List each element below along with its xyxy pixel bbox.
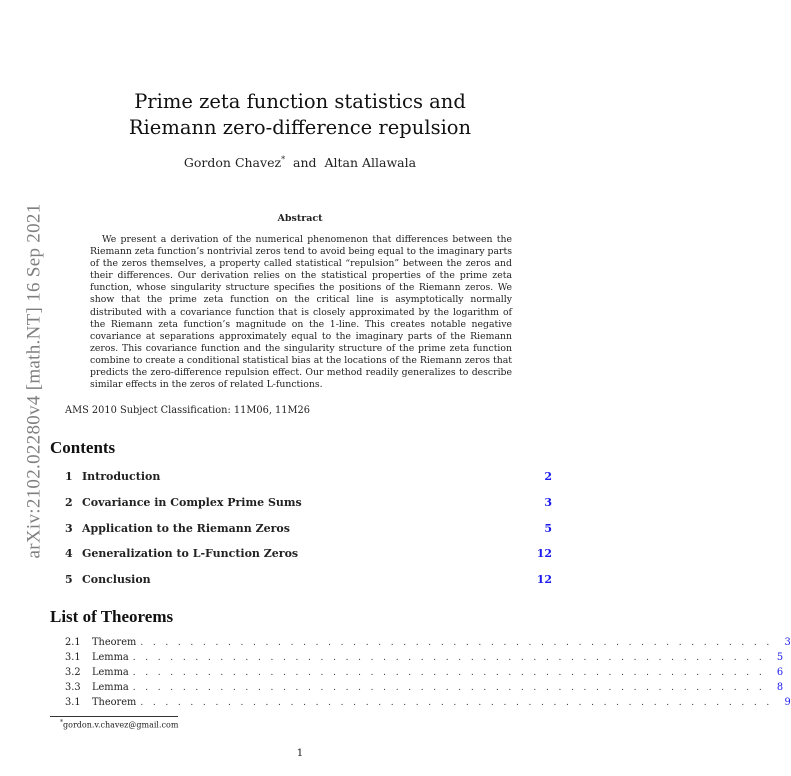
contents-heading: Contents — [50, 438, 116, 457]
paper-title — [0, 89, 600, 141]
footnote-email[interactable]: gordon.v.chavez@gmail.com — [63, 720, 179, 730]
toc-title: Generalization to L-Function Zeros — [82, 547, 299, 560]
toc-number: 3 — [65, 522, 73, 535]
abstract-text: We present a derivation of the numerical phenomenon that differences between the Riemann zeta function’s nontrivial zeros tend to avoid being equal to the imaginary parts of the zeros themselves, a property called statistical “repulsion” between the zeros and their differences. Our derivation relies on the statistical properties of the prime zeta function, whose singularity structure specifies the positions of the Riemann zeros. We show that the prime zeta function on the critical line is asymptotically normally distributed with a covariance function that is closely approximated by the logarithm of the Riemann zeta function’s magnitude on the 1-line. This creates notable negative covariance at separations approximately equal to the imaginary parts of the Riemann zeros. This covariance function and the singularity structure of the prime zeta function combine to create a conditional statistical bias at the locations of the Riemann zeros that predicts the zero-difference repulsion effect. Our method readily generalizes to describe similar effects in the zeros of related L-functions. — [90, 234, 512, 391]
leader-dots: . . . . . . . . . . . . . . . . . . . . . . . . . . . . . . . . . . . . . . . . . . . . . . . . . . . — [132, 683, 766, 693]
toc-entry[interactable] — [65, 522, 552, 535]
theorem-entry[interactable] — [65, 636, 791, 650]
theorem-label: Lemma — [92, 682, 129, 693]
theorem-page-link[interactable]: 9 — [784, 697, 791, 708]
theorem-entry[interactable] — [65, 666, 784, 680]
leader-dots: . . . . . . . . . . . . . . . . . . . . . . . . . . . . . . . . . . . . . . . . . . . . . . . . . . . — [132, 668, 766, 678]
authors — [0, 155, 600, 170]
toc-page-link[interactable]: 12 — [536, 573, 552, 586]
author-conjunction: and — [293, 155, 317, 171]
list-of-theorems-heading: List of Theorems — [50, 607, 174, 626]
abstract-heading: Abstract — [277, 213, 323, 224]
theorem-number: 3.1 — [65, 652, 81, 663]
toc-number: 4 — [65, 547, 73, 560]
toc-page-link[interactable]: 5 — [544, 522, 552, 535]
author-1: Gordon Chavez — [183, 155, 282, 171]
toc-page-link[interactable]: 3 — [544, 496, 552, 509]
toc-title: Introduction — [82, 470, 161, 483]
theorem-label: Theorem — [92, 697, 137, 708]
toc-title: Application to the Riemann Zeros — [82, 522, 290, 535]
toc-entry[interactable] — [65, 573, 552, 586]
theorem-number: 2.1 — [65, 637, 81, 648]
theorem-page-link[interactable]: 6 — [776, 667, 784, 678]
toc-entry[interactable] — [65, 547, 552, 560]
leader-dots: . . . . . . . . . . . . . . . . . . . . . . . . . . . . . . . . . . . . . . . . . . . . . . . . . . . — [132, 653, 766, 663]
footnote-rule — [50, 716, 178, 717]
theorem-number: 3.1 — [65, 697, 81, 708]
toc-number: 1 — [65, 470, 73, 483]
author-1-footnote-mark: * — [281, 155, 286, 164]
leader-dots: . . . . . . . . . . . . . . . . . . . . . . . . . . . . . . . . . . . . . . . . . . . . . . . . . . . — [140, 638, 773, 648]
toc-page-link[interactable]: 2 — [544, 470, 552, 483]
author-2: Altan Allawala — [324, 155, 417, 171]
theorem-number: 3.3 — [65, 682, 81, 693]
theorem-label: Theorem — [92, 637, 137, 648]
theorem-number: 3.2 — [65, 667, 81, 678]
theorem-entry[interactable] — [65, 651, 784, 665]
page-number: 1 — [296, 747, 304, 759]
ams-classification: AMS 2010 Subject Classification: 11M06, 11M26 — [65, 405, 311, 416]
toc-entry[interactable] — [65, 496, 552, 509]
toc-title: Conclusion — [82, 573, 151, 586]
theorem-page-link[interactable]: 5 — [776, 652, 784, 663]
theorem-page-link[interactable]: 3 — [784, 637, 791, 648]
theorem-entry[interactable] — [65, 681, 784, 695]
title-line-2: Riemann zero-difference repulsion — [128, 116, 472, 139]
leader-dots: . . . . . . . . . . . . . . . . . . . . . . . . . . . . . . . . . . . . . . . . . . . . . . . . . . . — [140, 698, 773, 708]
toc-number: 2 — [65, 496, 73, 509]
title-line-1: Prime zeta function statistics and — [134, 90, 466, 113]
theorem-page-link[interactable]: 8 — [776, 682, 784, 693]
footnote-mark: * — [60, 719, 63, 726]
theorem-label: Lemma — [92, 667, 129, 678]
arxiv-stamp: arXiv:2102.02280v4 [math.NT] 16 Sep 2021 — [23, 203, 45, 559]
footnote — [60, 719, 178, 730]
toc-title: Covariance in Complex Prime Sums — [82, 496, 302, 509]
theorem-label: Lemma — [92, 652, 129, 663]
toc-entry[interactable] — [65, 470, 552, 483]
theorem-entry[interactable] — [65, 696, 791, 710]
toc-page-link[interactable]: 12 — [536, 547, 552, 560]
toc-number: 5 — [65, 573, 73, 586]
